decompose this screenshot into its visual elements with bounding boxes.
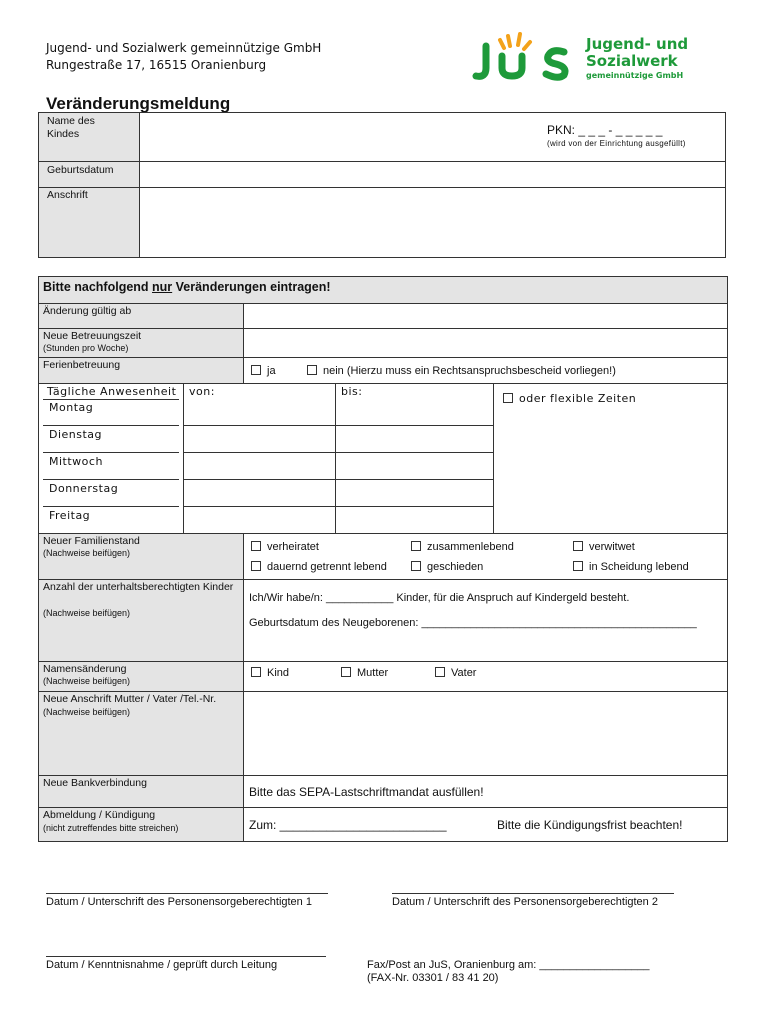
- valid-from-label: Änderung gültig ab: [43, 305, 132, 317]
- name-label: Name des Kindes: [47, 115, 95, 140]
- checkbox-icon[interactable]: [251, 365, 261, 375]
- holiday-no-label: nein (Hierzu muss ein Rechtsanspruchsbescheid vorliegen!): [323, 365, 616, 377]
- cancel-note: (nicht zutreffendes bitte streichen): [43, 823, 179, 833]
- signature-guardian-1[interactable]: Datum / Unterschrift des Personensorgeberechtigten 1: [46, 896, 312, 908]
- checkbox-icon[interactable]: [251, 667, 261, 677]
- name-change-child[interactable]: [251, 667, 289, 679]
- children-proof-note: (Nachweise beifügen): [43, 608, 131, 618]
- heading-emphasis: nur: [152, 280, 173, 294]
- fax-date-field[interactable]: Fax/Post an JuS, Oranienburg am: __________________: [367, 959, 650, 971]
- marital-label: Neuer Familienstand: [43, 535, 140, 547]
- checkbox-icon[interactable]: [435, 667, 445, 677]
- option-label: dauernd getrennt lebend: [267, 561, 387, 573]
- cancel-label: Abmeldung / Kündigung: [43, 809, 156, 821]
- signature-guardian-2[interactable]: Datum / Unterschrift des Personensorgeberechtigten 2: [392, 896, 658, 908]
- option-label: geschieden: [427, 561, 484, 573]
- option-label: Mutter: [357, 667, 389, 679]
- new-address-field[interactable]: [244, 692, 727, 775]
- fax-number: (FAX-Nr. 03301 / 83 41 20): [367, 972, 499, 984]
- day-monday: Montag: [49, 401, 94, 414]
- organization-address: [46, 40, 321, 74]
- from-label: von:: [189, 385, 215, 398]
- name-field[interactable]: [140, 114, 724, 160]
- children-label: Anzahl der unterhaltsberechtigten Kinder: [43, 581, 234, 593]
- checkbox-icon[interactable]: [573, 541, 583, 551]
- care-time-label: Neue Betreuungszeit: [43, 330, 142, 342]
- flexible-option[interactable]: [503, 392, 636, 405]
- new-address-proof-note: (Nachweise beifügen): [43, 707, 131, 717]
- bank-instruction: Bitte das SEPA-Lastschriftmandat ausfüllen!: [249, 785, 484, 799]
- bank-label: Neue Bankverbindung: [43, 777, 147, 789]
- attendance-label: Tägliche Anwesenheit: [47, 385, 177, 398]
- day-tuesday: Dienstag: [49, 428, 103, 441]
- logo-subtitle: gemeinnützige GmbH: [586, 71, 684, 80]
- holiday-yes-label: ja: [267, 365, 276, 377]
- marital-option-married[interactable]: [251, 541, 319, 553]
- day-friday: Freitag: [49, 509, 91, 522]
- address-field[interactable]: [140, 188, 724, 257]
- cancel-hint: Bitte die Kündigungsfrist beachten!: [497, 818, 683, 832]
- option-label: Kind: [267, 667, 290, 679]
- to-label: bis:: [341, 385, 363, 398]
- logo-line-1: Jugend- und: [586, 35, 689, 53]
- name-change-father[interactable]: [435, 667, 476, 679]
- marital-option-cohabiting[interactable]: [411, 541, 514, 553]
- org-street: Rungestraße 17, 16515 Oranienburg: [46, 58, 267, 72]
- cancel-date-field[interactable]: Zum: _________________________: [249, 818, 447, 832]
- checkbox-icon[interactable]: [411, 561, 421, 571]
- holiday-yes-option[interactable]: [251, 365, 276, 377]
- birthdate-field[interactable]: [140, 162, 724, 186]
- name-change-label: Namensänderung: [43, 663, 127, 675]
- jus-logo-icon: [472, 30, 584, 82]
- logo-line-2: Sozialwerk: [586, 52, 678, 70]
- children-count-field[interactable]: Ich/Wir habe/n: ___________ Kinder, für die Anspruch auf Kindergeld besteht.: [249, 592, 630, 604]
- day-wednesday: Mittwoch: [49, 455, 103, 468]
- marital-option-widowed[interactable]: [573, 541, 635, 553]
- option-label: in Scheidung lebend: [589, 561, 689, 573]
- new-address-label: Neue Anschrift Mutter / Vater /Tel.-Nr.: [43, 693, 217, 705]
- child-info-table: [38, 112, 726, 258]
- holiday-no-option[interactable]: [307, 365, 616, 377]
- signature-management[interactable]: Datum / Kenntnisnahme / geprüft durch Leitung: [46, 959, 278, 971]
- heading-post: Veränderungen eintragen!: [172, 280, 331, 294]
- care-time-field[interactable]: [244, 329, 727, 357]
- checkbox-icon[interactable]: [341, 667, 351, 677]
- day-thursday: Donnerstag: [49, 482, 119, 495]
- option-label: verheiratet: [267, 541, 319, 553]
- address-label: Anschrift: [47, 189, 88, 201]
- changes-table: [38, 276, 728, 842]
- checkbox-icon[interactable]: [573, 561, 583, 571]
- checkbox-icon[interactable]: [251, 541, 261, 551]
- name-change-mother[interactable]: [341, 667, 388, 679]
- changes-heading: [43, 280, 331, 294]
- name-change-proof-note: (Nachweise beifügen): [43, 676, 131, 686]
- marital-option-separated[interactable]: [251, 561, 387, 573]
- checkbox-icon[interactable]: [307, 365, 317, 375]
- flexible-label: oder flexible Zeiten: [519, 392, 637, 405]
- marital-option-divorced[interactable]: [411, 561, 483, 573]
- pkn-label: PKN: _ _ _ - _ _ _ _ _: [547, 123, 663, 137]
- care-time-note: (Stunden pro Woche): [43, 343, 129, 353]
- checkbox-icon[interactable]: [503, 393, 513, 403]
- checkbox-icon[interactable]: [251, 561, 261, 571]
- checkbox-icon[interactable]: [411, 541, 421, 551]
- birthdate-label: Geburtsdatum: [47, 164, 114, 176]
- page-title: Veränderungsmeldung: [46, 94, 231, 113]
- marital-proof-note: (Nachweise beifügen): [43, 548, 131, 558]
- heading-pre: Bitte nachfolgend: [43, 280, 153, 294]
- logo-text: [586, 36, 688, 70]
- newborn-birthdate-field[interactable]: Geburtsdatum des Neugeborenen: _____________________________________________: [249, 617, 697, 629]
- option-label: Vater: [451, 667, 477, 679]
- org-name: Jugend- und Sozialwerk gemeinnützige GmbH: [46, 41, 322, 55]
- marital-option-divorcing[interactable]: [573, 561, 689, 573]
- option-label: zusammenlebend: [427, 541, 514, 553]
- option-label: verwitwet: [589, 541, 635, 553]
- holiday-label: Ferienbetreuung: [43, 359, 121, 371]
- pkn-note: (wird von der Einrichtung ausgefüllt): [547, 139, 686, 148]
- valid-from-field[interactable]: [244, 304, 727, 328]
